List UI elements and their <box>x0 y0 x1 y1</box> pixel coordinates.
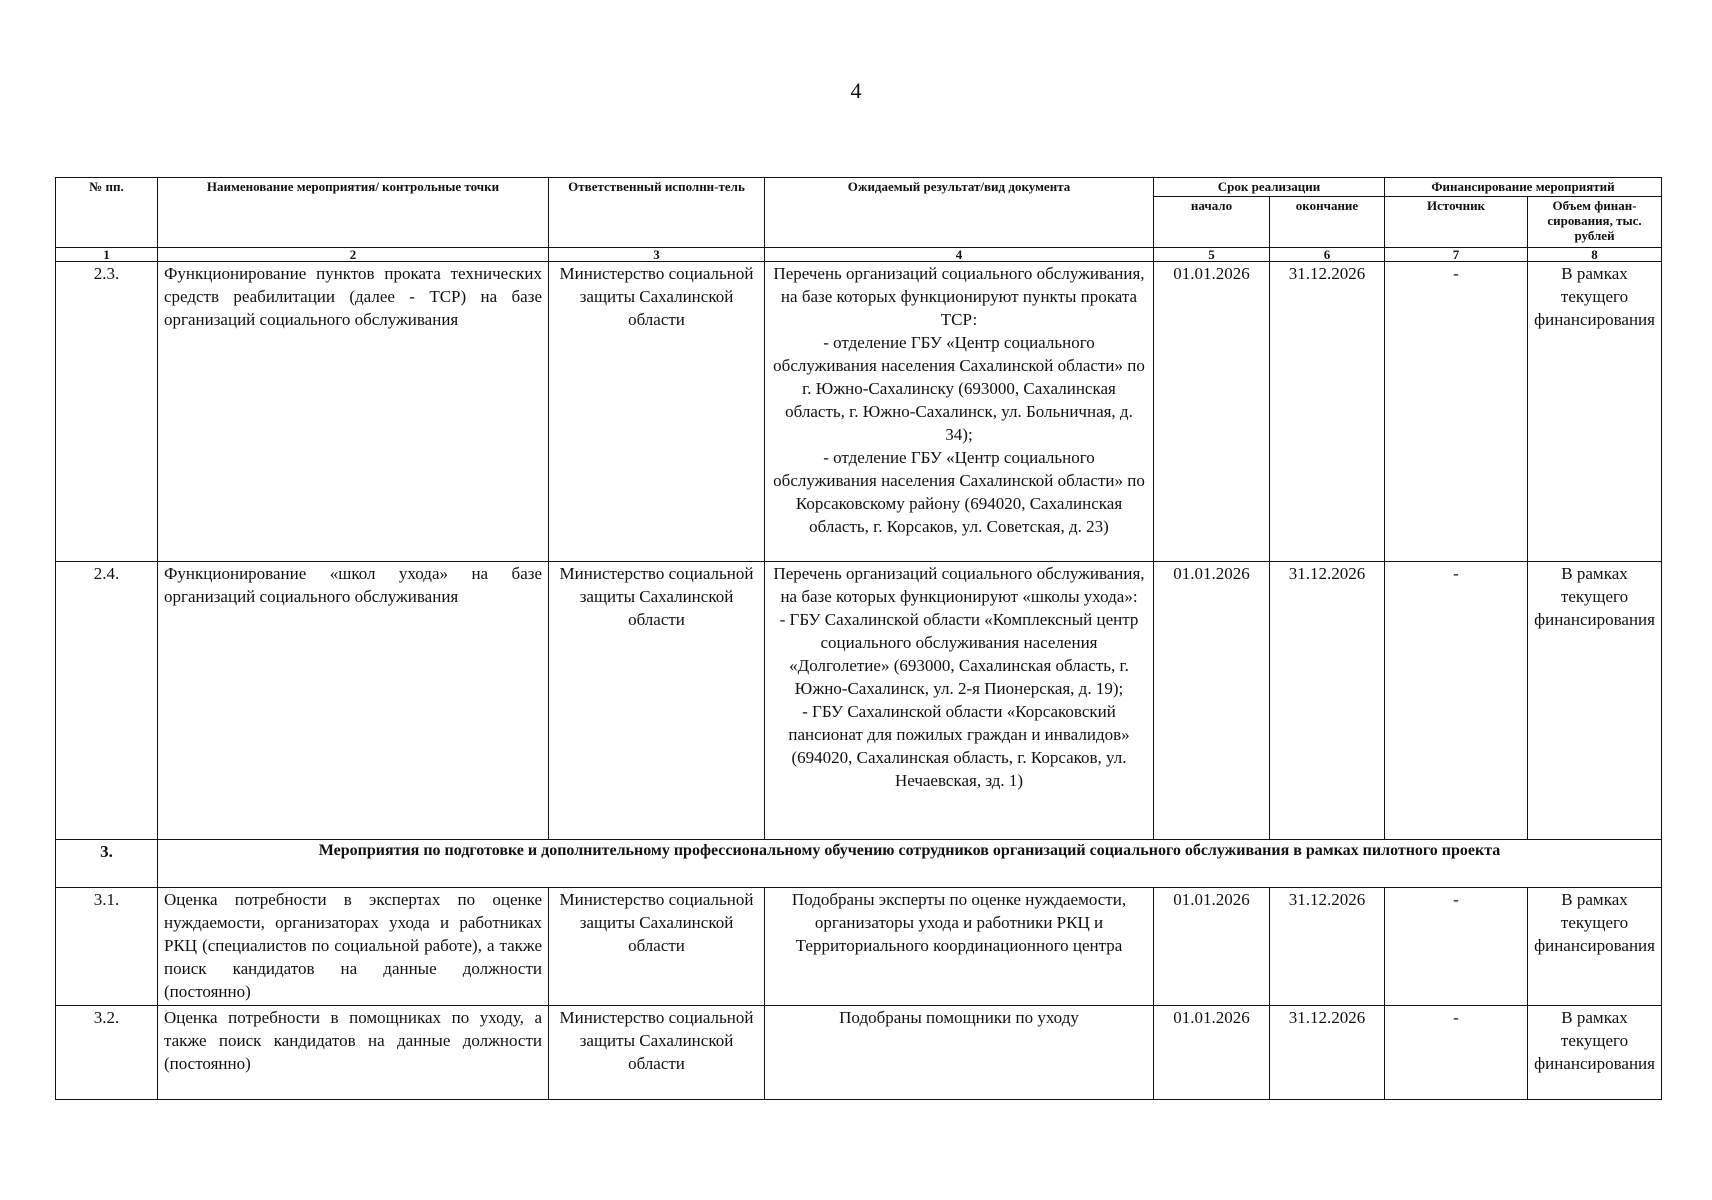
row-source: - <box>1385 1006 1528 1100</box>
plan-table <box>55 177 1662 1100</box>
column-number: 4 <box>765 248 1154 262</box>
row-responsible: Министерство социальной защиты Сахалинской области <box>549 562 765 840</box>
header-responsible: Ответственный исполнн-тель <box>549 178 765 248</box>
row-end: 31.12.2026 <box>1270 562 1385 840</box>
table-row <box>56 262 1662 562</box>
header-period: Срок реализации <box>1154 178 1385 197</box>
row-result: Перечень организаций социального обслуживания, на базе которых функционируют «школы ухода»: - ГБУ Сахалинской области «Комплексный центр социального обслуживания населения «Долголетие» (693000, Сахалинская область, г. Южно-Сахалинск, ул. 2-я Пионерская, д. 19); - ГБУ Сахалинской области «Корсаковский пансионат для пожилых граждан и инвалидов» (694020, Сахалинская область, г. Корсаков, ул. Нечаевская, зд. 1) <box>765 562 1154 840</box>
row-name: Оценка потребности в экспертах по оценке нуждаемости, организаторах ухода и работниках РКЦ (специалистов по социальной работе), а также поиск кандидатов на данные должности (постоянно) <box>158 888 549 1006</box>
section-row <box>56 840 1662 888</box>
column-number: 3 <box>549 248 765 262</box>
header-result: Ожидаемый результат/вид документа <box>765 178 1154 248</box>
column-number: 8 <box>1528 248 1662 262</box>
table-row <box>56 562 1662 840</box>
header-name: Наименование мероприятия/ контрольные точки <box>158 178 549 248</box>
row-result: Подобраны помощники по уходу <box>765 1006 1154 1100</box>
page-number: 4 <box>850 78 862 103</box>
row-source: - <box>1385 262 1528 562</box>
row-volume: В рамках текущего финансирования <box>1528 888 1662 1006</box>
section-num: 3. <box>56 840 158 888</box>
row-responsible: Министерство социальной защиты Сахалинской области <box>549 888 765 1006</box>
row-end: 31.12.2026 <box>1270 888 1385 1006</box>
row-end: 31.12.2026 <box>1270 1006 1385 1100</box>
column-number: 5 <box>1154 248 1270 262</box>
column-number: 6 <box>1270 248 1385 262</box>
row-start: 01.01.2026 <box>1154 262 1270 562</box>
row-end: 31.12.2026 <box>1270 262 1385 562</box>
row-name: Функционирование пунктов проката технических средств реабилитации (далее - ТСР) на базе организаций социального обслуживания <box>158 262 549 562</box>
row-num: 3.2. <box>56 1006 158 1100</box>
row-name: Оценка потребности в помощниках по уходу, а также поиск кандидатов на данные должности (постоянно) <box>158 1006 549 1100</box>
row-source: - <box>1385 562 1528 840</box>
row-num: 2.3. <box>56 262 158 562</box>
row-start: 01.01.2026 <box>1154 562 1270 840</box>
row-start: 01.01.2026 <box>1154 1006 1270 1100</box>
table-row <box>56 1006 1662 1100</box>
row-result: Подобраны эксперты по оценке нуждаемости, организаторы ухода и работники РКЦ и Территориального координационного центра <box>765 888 1154 1006</box>
column-number: 7 <box>1385 248 1528 262</box>
header-source: Источник <box>1385 197 1528 248</box>
row-volume: В рамках текущего финансирования <box>1528 262 1662 562</box>
row-responsible: Министерство социальной защиты Сахалинской области <box>549 262 765 562</box>
row-volume: В рамках текущего финансирования <box>1528 1006 1662 1100</box>
header-financing: Финансирование мероприятий <box>1385 178 1662 197</box>
row-num: 2.4. <box>56 562 158 840</box>
section-title: Мероприятия по подготовке и дополнительному профессиональному обучению сотрудников организаций социального обслуживания в рамках пилотного проекта <box>158 840 1662 888</box>
row-source: - <box>1385 888 1528 1006</box>
header-row-1 <box>56 178 1662 197</box>
header-volume: Объем финан-сирования, тыс. рублей <box>1528 197 1662 248</box>
table-row <box>56 888 1662 1006</box>
row-start: 01.01.2026 <box>1154 888 1270 1006</box>
header-end: окончание <box>1270 197 1385 248</box>
row-result: Перечень организаций социального обслуживания, на базе которых функционируют пункты проката ТСР: - отделение ГБУ «Центр социального обслуживания населения Сахалинской области» по г. Южно-Сахалинску (693000, Сахалинская область, г. Южно-Сахалинск, ул. Больничная, д. 34); - отделение ГБУ «Центр социального обслуживания населения Сахалинской области» по Корсаковскому району (694020, Сахалинская область, г. Корсаков, ул. Советская, д. 23) <box>765 262 1154 562</box>
column-number-row <box>56 248 1662 262</box>
row-num: 3.1. <box>56 888 158 1006</box>
header-start: начало <box>1154 197 1270 248</box>
row-responsible: Министерство социальной защиты Сахалинской области <box>549 1006 765 1100</box>
column-number: 1 <box>56 248 158 262</box>
row-volume: В рамках текущего финансирования <box>1528 562 1662 840</box>
column-number: 2 <box>158 248 549 262</box>
row-name: Функционирование «школ ухода» на базе организаций социального обслуживания <box>158 562 549 840</box>
header-num: № пп. <box>56 178 158 248</box>
